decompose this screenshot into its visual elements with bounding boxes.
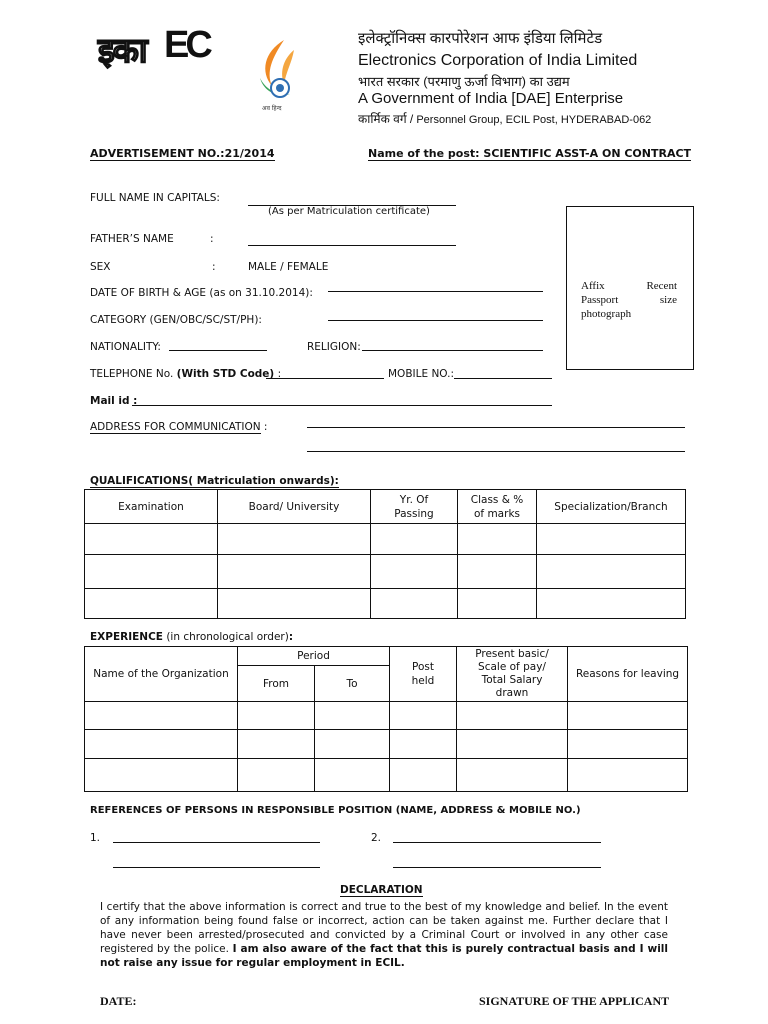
- mobile-input[interactable]: [454, 378, 552, 379]
- mail-label: [90, 395, 137, 407]
- experience-table: [84, 646, 688, 792]
- mail-text: Mail id: [90, 395, 130, 407]
- col-period: Period: [238, 647, 390, 666]
- experience-header-row-1: [85, 647, 688, 666]
- declaration-body: I certify that the above information is correct and true to the best of my knowledge and belief. In the event of any information being found false or incorrect, action can be taken against me. Further declare that I have never been arrested/prosecuted and convicted by a Criminal Court or involved in any other case registered by the police.: [100, 901, 668, 955]
- col-pay-text: Present basic/ Scale of pay/ Total Salary drawn: [475, 648, 549, 699]
- english-company-name: Electronics Corporation of India Limited: [358, 52, 638, 69]
- reference-1-number: 1.: [90, 832, 101, 844]
- col-year: [371, 490, 458, 524]
- post-name: Name of the post: SCIENTIFIC ASST-A ON CONTRACT: [368, 147, 692, 160]
- photo-line-2: Passport size: [581, 294, 677, 306]
- table-row: [85, 555, 686, 589]
- qualifications-table: [84, 489, 686, 619]
- sex-label: SEX: [90, 261, 111, 273]
- full-name-label: FULL NAME IN CAPITALS:: [90, 192, 220, 204]
- mail-colon: :: [133, 395, 138, 407]
- qualifications-heading: QUALIFICATIONS( Matriculation onwards):: [90, 475, 339, 487]
- telephone-colon: :: [277, 368, 282, 380]
- religion-input[interactable]: [362, 350, 543, 351]
- col-class-text: Class & % of marks: [470, 493, 524, 520]
- english-enterprise: A Government of India [DAE] Enterprise: [358, 90, 624, 107]
- category-label: CATEGORY (GEN/OBC/SC/ST/PH):: [90, 314, 262, 326]
- col-post-text: Post held: [411, 661, 435, 687]
- experience-heading-bold: EXPERIENCE: [90, 631, 163, 643]
- advertisement-number: ADVERTISEMENT NO.:21/2014: [90, 147, 275, 160]
- address-line-2[interactable]: [307, 451, 685, 452]
- reference-2-line-1[interactable]: [393, 842, 601, 843]
- mail-input[interactable]: [132, 405, 552, 406]
- telephone-label: [90, 368, 281, 380]
- hindi-company-name: इलेक्ट्रॉनिक्स कारपोरेशन आफ इंडिया लिमिटेड: [358, 30, 603, 47]
- father-colon: :: [210, 233, 214, 245]
- father-name-input[interactable]: [248, 245, 456, 246]
- std-code-text: (With STD Code): [176, 368, 275, 380]
- dob-input[interactable]: [328, 291, 543, 292]
- col-from: From: [238, 666, 315, 702]
- photo-line-3: photograph: [581, 308, 632, 320]
- table-row: [85, 524, 686, 555]
- experience-heading-normal: (in chronological order): [166, 631, 289, 643]
- address-colon: :: [263, 421, 268, 433]
- nationality-input[interactable]: [169, 350, 267, 351]
- hindi-enterprise: भारत सरकार (परमाणु ऊर्जा विभाग) का उद्यम: [358, 74, 570, 89]
- sex-colon: :: [212, 261, 216, 273]
- qualifications-header-row: [85, 490, 686, 524]
- col-year-text: Yr. Of Passing: [394, 493, 434, 520]
- col-pay: [457, 647, 568, 702]
- emblem-caption: अव हिन्द: [262, 105, 282, 112]
- father-name-label: FATHER’S NAME: [90, 233, 174, 245]
- reference-2-number: 2.: [371, 832, 382, 844]
- matric-note: (As per Matriculation certificate): [268, 206, 430, 217]
- table-row: [85, 702, 688, 730]
- photo-line-1: Affix Recent: [581, 280, 677, 292]
- religion-label: RELIGION:: [307, 341, 361, 353]
- address-text: Personnel Group, ECIL Post, HYDERABAD-062: [416, 114, 652, 126]
- address-line-1[interactable]: [307, 427, 685, 428]
- nationality-label: NATIONALITY:: [90, 341, 161, 353]
- col-specialization: Specialization/Branch: [537, 490, 686, 524]
- dob-label: DATE OF BIRTH & AGE (as on 31.10.2014):: [90, 287, 313, 299]
- col-board: Board/ University: [218, 490, 371, 524]
- col-examination: Examination: [85, 490, 218, 524]
- col-post: [390, 647, 457, 702]
- address-label: [90, 421, 267, 433]
- ecil-logo: [98, 24, 208, 80]
- references-heading: REFERENCES OF PERSONS IN RESPONSIBLE POSITION (NAME, ADDRESS & MOBILE NO.): [90, 805, 581, 816]
- table-row: [85, 759, 688, 792]
- reference-1-line-2[interactable]: [113, 867, 320, 868]
- col-reasons: Reasons for leaving: [568, 647, 688, 702]
- declaration-title: DECLARATION: [340, 884, 423, 896]
- table-row: [85, 589, 686, 619]
- address-text: ADDRESS FOR COMMUNICATION: [90, 421, 261, 433]
- col-organization: Name of the Organization: [85, 647, 238, 702]
- experience-heading: [90, 631, 293, 643]
- telephone-input[interactable]: [266, 378, 384, 379]
- telephone-text: TELEPHONE No.: [90, 368, 174, 380]
- col-class: [458, 490, 537, 524]
- reference-1-line-1[interactable]: [113, 842, 320, 843]
- sex-options[interactable]: MALE / FEMALE: [248, 261, 329, 273]
- ecil-logo-hindi: इका: [98, 31, 146, 71]
- ecil-logo-suffix: EC: [164, 24, 209, 66]
- experience-heading-end: :: [288, 631, 294, 643]
- personnel-address: [358, 110, 651, 127]
- photo-box[interactable]: [566, 206, 694, 370]
- photo-instructions: [581, 279, 677, 321]
- table-row: [85, 730, 688, 759]
- date-label: DATE:: [100, 994, 137, 1008]
- emblem-logo: [254, 38, 300, 116]
- reference-2-line-2[interactable]: [393, 867, 601, 868]
- hindi-group: कार्मिक वर्ग /: [358, 112, 414, 126]
- flame-emblem-icon: [254, 38, 300, 104]
- col-to: To: [315, 666, 390, 702]
- mobile-label: MOBILE NO.:: [388, 368, 455, 380]
- category-input[interactable]: [328, 320, 543, 321]
- declaration-bold: I am also aware of the fact that this is purely contractual basis and I will not raise any issue for regular employment in ECIL.: [100, 943, 668, 969]
- declaration-text: [100, 900, 668, 970]
- signature-label: SIGNATURE OF THE APPLICANT: [479, 994, 670, 1008]
